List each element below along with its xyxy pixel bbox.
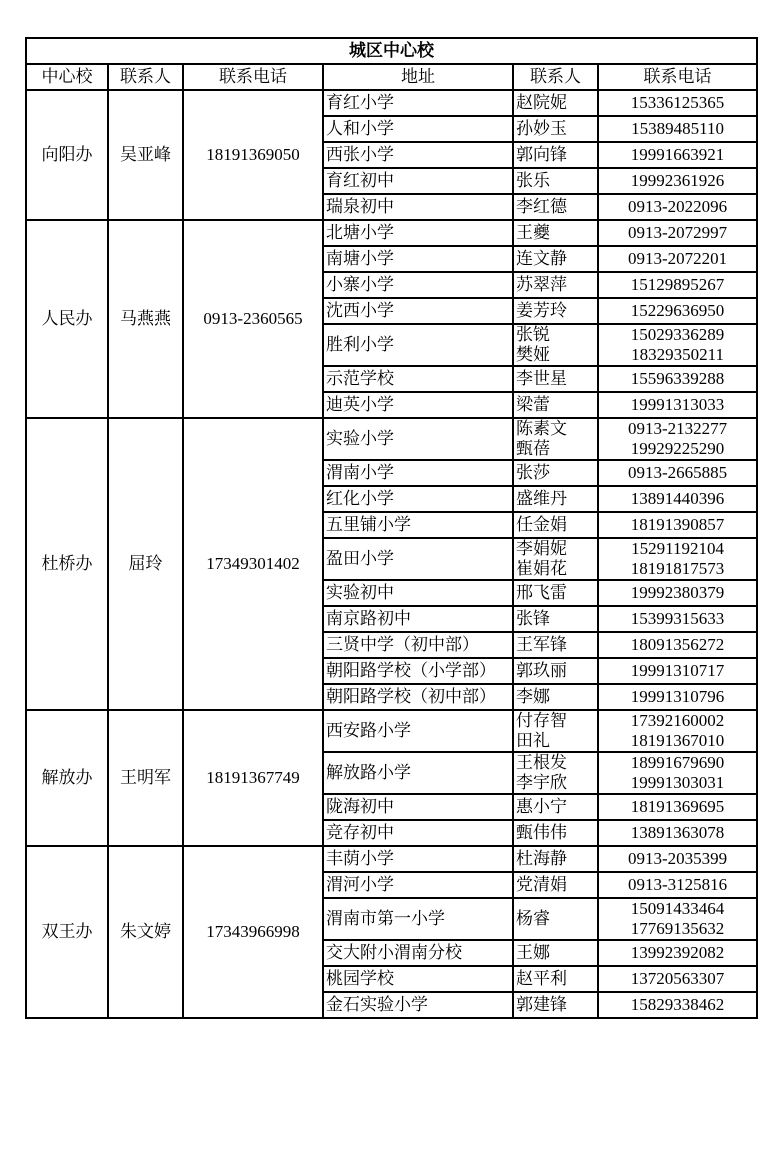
- group-center: 双王办: [26, 846, 108, 1018]
- school-contact: [513, 580, 598, 606]
- table-row: [26, 90, 757, 116]
- school-name: 瑞泉初中: [323, 194, 513, 220]
- school-name: 朝阳路学校（初中部）: [323, 684, 513, 710]
- school-name: 渭南小学: [323, 460, 513, 486]
- school-phone: [598, 538, 757, 580]
- header-phone: 联系电话: [183, 64, 323, 90]
- school-phone: [598, 684, 757, 710]
- group-center: 向阳办: [26, 90, 108, 220]
- school-contact-name: 任金娟: [516, 515, 567, 535]
- school-contact: [513, 486, 598, 512]
- table-title: 城区中心校: [26, 38, 757, 64]
- school-contact-name: 甄伟伟: [516, 823, 567, 843]
- school-contact-name: 孙妙玉: [516, 119, 567, 139]
- group-center: 杜桥办: [26, 418, 108, 710]
- school-phone: [598, 580, 757, 606]
- school-phone-number: 0913-2132277: [627, 419, 728, 438]
- school-contact-name: 李宇欣: [516, 773, 567, 793]
- school-phone: [598, 898, 757, 940]
- school-phone-number: 19991663921: [630, 145, 725, 164]
- group-phone: 0913-2360565: [183, 220, 323, 418]
- school-contact-name: 赵院妮: [516, 93, 567, 113]
- school-phone-number: 13891440396: [630, 489, 725, 508]
- school-phone-number: 0913-2022096: [627, 197, 728, 216]
- school-name: 交大附小渭南分校: [323, 940, 513, 966]
- school-contact-name: 连文静: [516, 249, 567, 269]
- school-phone-number: 19991313033: [630, 395, 725, 414]
- school-contact-name: 李娟妮: [516, 539, 567, 559]
- school-contact-name: 盛维丹: [516, 489, 567, 509]
- school-contact: [513, 116, 598, 142]
- school-phone-number: 18329350211: [631, 345, 724, 364]
- school-phone-number: 15091433464: [630, 899, 725, 918]
- school-phone-number: 19991303031: [630, 773, 725, 792]
- school-phone-number: 17392160002: [630, 711, 725, 730]
- school-contact-name: 赵平利: [516, 969, 567, 989]
- school-phone: [598, 460, 757, 486]
- school-contact-name: 惠小宁: [516, 797, 567, 817]
- school-phone-number: 15291192104: [631, 539, 724, 558]
- school-phone-number: 19992361926: [630, 171, 725, 190]
- school-name: 渭南市第一小学: [323, 898, 513, 940]
- school-phone-number: 0913-2035399: [627, 849, 728, 868]
- school-contact-name: 田礼: [516, 731, 550, 751]
- school-phone-number: 19991310796: [630, 687, 725, 706]
- school-name: 解放路小学: [323, 752, 513, 794]
- table-row: [26, 846, 757, 872]
- school-name: 丰荫小学: [323, 846, 513, 872]
- school-phone: [598, 220, 757, 246]
- school-phone: [598, 940, 757, 966]
- school-contact-name: 杨睿: [516, 909, 550, 929]
- school-name: 人和小学: [323, 116, 513, 142]
- school-contact-name: 苏翠萍: [516, 275, 567, 295]
- school-contact: [513, 512, 598, 538]
- school-contact: [513, 820, 598, 846]
- group-contact: 王明军: [108, 710, 183, 846]
- group-contact: 吴亚峰: [108, 90, 183, 220]
- school-contact: [513, 940, 598, 966]
- school-phone: [598, 710, 757, 752]
- school-contact-name: 王娜: [516, 943, 550, 963]
- school-contact: [513, 246, 598, 272]
- school-phone-number: 18091356272: [630, 635, 725, 654]
- group-phone: 18191367749: [183, 710, 323, 846]
- school-contact: [513, 846, 598, 872]
- school-phone: [598, 632, 757, 658]
- school-phone-number: 15399315633: [630, 609, 725, 628]
- school-name: 竞存初中: [323, 820, 513, 846]
- school-phone: [598, 820, 757, 846]
- school-contact-name: 姜芳玲: [516, 301, 567, 321]
- school-phone: [598, 272, 757, 298]
- school-phone-number: 17769135632: [630, 919, 725, 938]
- school-contact: [513, 684, 598, 710]
- school-phone-number: 15389485110: [631, 119, 724, 138]
- school-contact: [513, 366, 598, 392]
- school-phone-number: 15829338462: [630, 995, 725, 1014]
- school-contact-name: 李红德: [516, 197, 567, 217]
- school-phone-number: 15336125365: [630, 93, 725, 112]
- school-contact-name: 郭建锋: [516, 995, 567, 1015]
- school-phone: [598, 846, 757, 872]
- school-contact-name: 党清娟: [516, 875, 567, 895]
- school-contact: [513, 90, 598, 116]
- school-name: 沈西小学: [323, 298, 513, 324]
- school-phone: [598, 872, 757, 898]
- school-contact-name: 崔娟花: [516, 559, 567, 579]
- school-contact-name: 张乐: [516, 171, 550, 191]
- school-phone: [598, 168, 757, 194]
- school-name: 示范学校: [323, 366, 513, 392]
- school-name: 三贤中学（初中部）: [323, 632, 513, 658]
- group-contact: 屈玲: [108, 418, 183, 710]
- school-phone-number: 0913-2665885: [627, 463, 728, 482]
- school-contact-name: 王夔: [516, 223, 550, 243]
- school-contact: [513, 752, 598, 794]
- school-contact-name: 郭玖丽: [516, 661, 567, 681]
- school-phone: [598, 194, 757, 220]
- school-name: 西张小学: [323, 142, 513, 168]
- school-contact: [513, 606, 598, 632]
- school-contact-name: 付存智: [516, 711, 567, 731]
- school-phone: [598, 486, 757, 512]
- school-name: 南塘小学: [323, 246, 513, 272]
- school-contact: [513, 418, 598, 460]
- school-phone-number: 0913-3125816: [627, 875, 728, 894]
- school-contact-name: 王军锋: [516, 635, 567, 655]
- group-contact: 马燕燕: [108, 220, 183, 418]
- school-phone-number: 18191390857: [630, 515, 725, 534]
- school-phone-number: 18191367010: [630, 731, 725, 750]
- header-center: 中心校: [26, 64, 108, 90]
- school-contact: [513, 168, 598, 194]
- school-contact: [513, 632, 598, 658]
- school-name: 金石实验小学: [323, 992, 513, 1018]
- school-name: 北塘小学: [323, 220, 513, 246]
- group-center: 人民办: [26, 220, 108, 418]
- school-phone: [598, 794, 757, 820]
- school-phone: [598, 418, 757, 460]
- school-phone-number: 18191817573: [630, 559, 725, 578]
- school-phone: [598, 512, 757, 538]
- school-phone-number: 19992380379: [630, 583, 725, 602]
- school-contact-name: 李娜: [516, 687, 550, 707]
- header-school-phone: 联系电话: [598, 64, 757, 90]
- school-phone-number: 15029336289: [630, 325, 725, 344]
- school-contact: [513, 142, 598, 168]
- school-contact: [513, 710, 598, 752]
- school-contact: [513, 658, 598, 684]
- school-contact-name: 樊娅: [516, 345, 550, 365]
- school-name: 育红初中: [323, 168, 513, 194]
- school-name: 朝阳路学校（小学部）: [323, 658, 513, 684]
- school-contact-name: 李世星: [516, 369, 567, 389]
- group-phone: 17343966998: [183, 846, 323, 1018]
- school-contact-name: 郭向锋: [516, 145, 567, 165]
- school-name: 红化小学: [323, 486, 513, 512]
- school-phone-number: 13891363078: [630, 823, 725, 842]
- school-phone: [598, 606, 757, 632]
- school-phone-number: 15229636950: [630, 301, 725, 320]
- school-phone: [598, 366, 757, 392]
- table-body: [26, 38, 757, 1018]
- school-name: 盈田小学: [323, 538, 513, 580]
- school-name: 实验初中: [323, 580, 513, 606]
- school-contact-name: 张锋: [516, 609, 550, 629]
- school-name: 小寨小学: [323, 272, 513, 298]
- school-contact: [513, 898, 598, 940]
- school-name: 陇海初中: [323, 794, 513, 820]
- table-row: [26, 418, 757, 460]
- school-phone: [598, 992, 757, 1018]
- school-contact: [513, 794, 598, 820]
- school-phone: [598, 966, 757, 992]
- header-address: 地址: [323, 64, 513, 90]
- header-contact: 联系人: [108, 64, 183, 90]
- school-phone-number: 19929225290: [630, 439, 725, 458]
- school-contact: [513, 966, 598, 992]
- header-row: [26, 64, 757, 90]
- school-contact: [513, 272, 598, 298]
- school-contact: [513, 460, 598, 486]
- school-phone: [598, 298, 757, 324]
- school-name: 渭河小学: [323, 872, 513, 898]
- school-phone: [598, 142, 757, 168]
- school-name: 胜利小学: [323, 324, 513, 366]
- school-phone-number: 13720563307: [630, 969, 725, 988]
- contact-table: [25, 37, 758, 1019]
- table-row: [26, 220, 757, 246]
- group-center: 解放办: [26, 710, 108, 846]
- school-name: 南京路初中: [323, 606, 513, 632]
- school-name: 五里铺小学: [323, 512, 513, 538]
- school-phone: [598, 752, 757, 794]
- school-contact-name: 张锐: [516, 325, 550, 345]
- school-contact-name: 陈素文: [516, 419, 567, 439]
- group-phone: 17349301402: [183, 418, 323, 710]
- school-phone: [598, 658, 757, 684]
- school-phone-number: 18991679690: [630, 753, 725, 772]
- school-contact-name: 王根发: [516, 753, 567, 773]
- school-phone-number: 15596339288: [630, 369, 725, 388]
- school-name: 西安路小学: [323, 710, 513, 752]
- school-name: 实验小学: [323, 418, 513, 460]
- school-name: 育红小学: [323, 90, 513, 116]
- school-contact: [513, 992, 598, 1018]
- school-phone-number: 13992392082: [630, 943, 725, 962]
- school-phone: [598, 392, 757, 418]
- school-phone-number: 0913-2072997: [627, 223, 728, 242]
- school-contact-name: 张莎: [516, 463, 550, 483]
- title-row: [26, 38, 757, 64]
- school-phone-number: 18191369695: [630, 797, 725, 816]
- group-phone: 18191369050: [183, 90, 323, 220]
- school-contact: [513, 324, 598, 366]
- group-contact: 朱文婷: [108, 846, 183, 1018]
- school-contact-name: 邢飞雷: [516, 583, 567, 603]
- school-contact-name: 甄蓓: [516, 439, 550, 459]
- school-phone: [598, 116, 757, 142]
- school-contact-name: 杜海静: [516, 849, 567, 869]
- school-phone: [598, 324, 757, 366]
- school-contact: [513, 538, 598, 580]
- school-phone-number: 0913-2072201: [627, 249, 728, 268]
- school-contact: [513, 194, 598, 220]
- header-school-contact: 联系人: [513, 64, 598, 90]
- school-name: 桃园学校: [323, 966, 513, 992]
- school-contact: [513, 220, 598, 246]
- school-contact: [513, 872, 598, 898]
- school-phone-number: 19991310717: [630, 661, 725, 680]
- school-contact-name: 梁蕾: [516, 395, 550, 415]
- school-contact: [513, 392, 598, 418]
- school-name: 迪英小学: [323, 392, 513, 418]
- table-row: [26, 710, 757, 752]
- school-phone: [598, 246, 757, 272]
- school-phone: [598, 90, 757, 116]
- school-phone-number: 15129895267: [630, 275, 725, 294]
- school-contact: [513, 298, 598, 324]
